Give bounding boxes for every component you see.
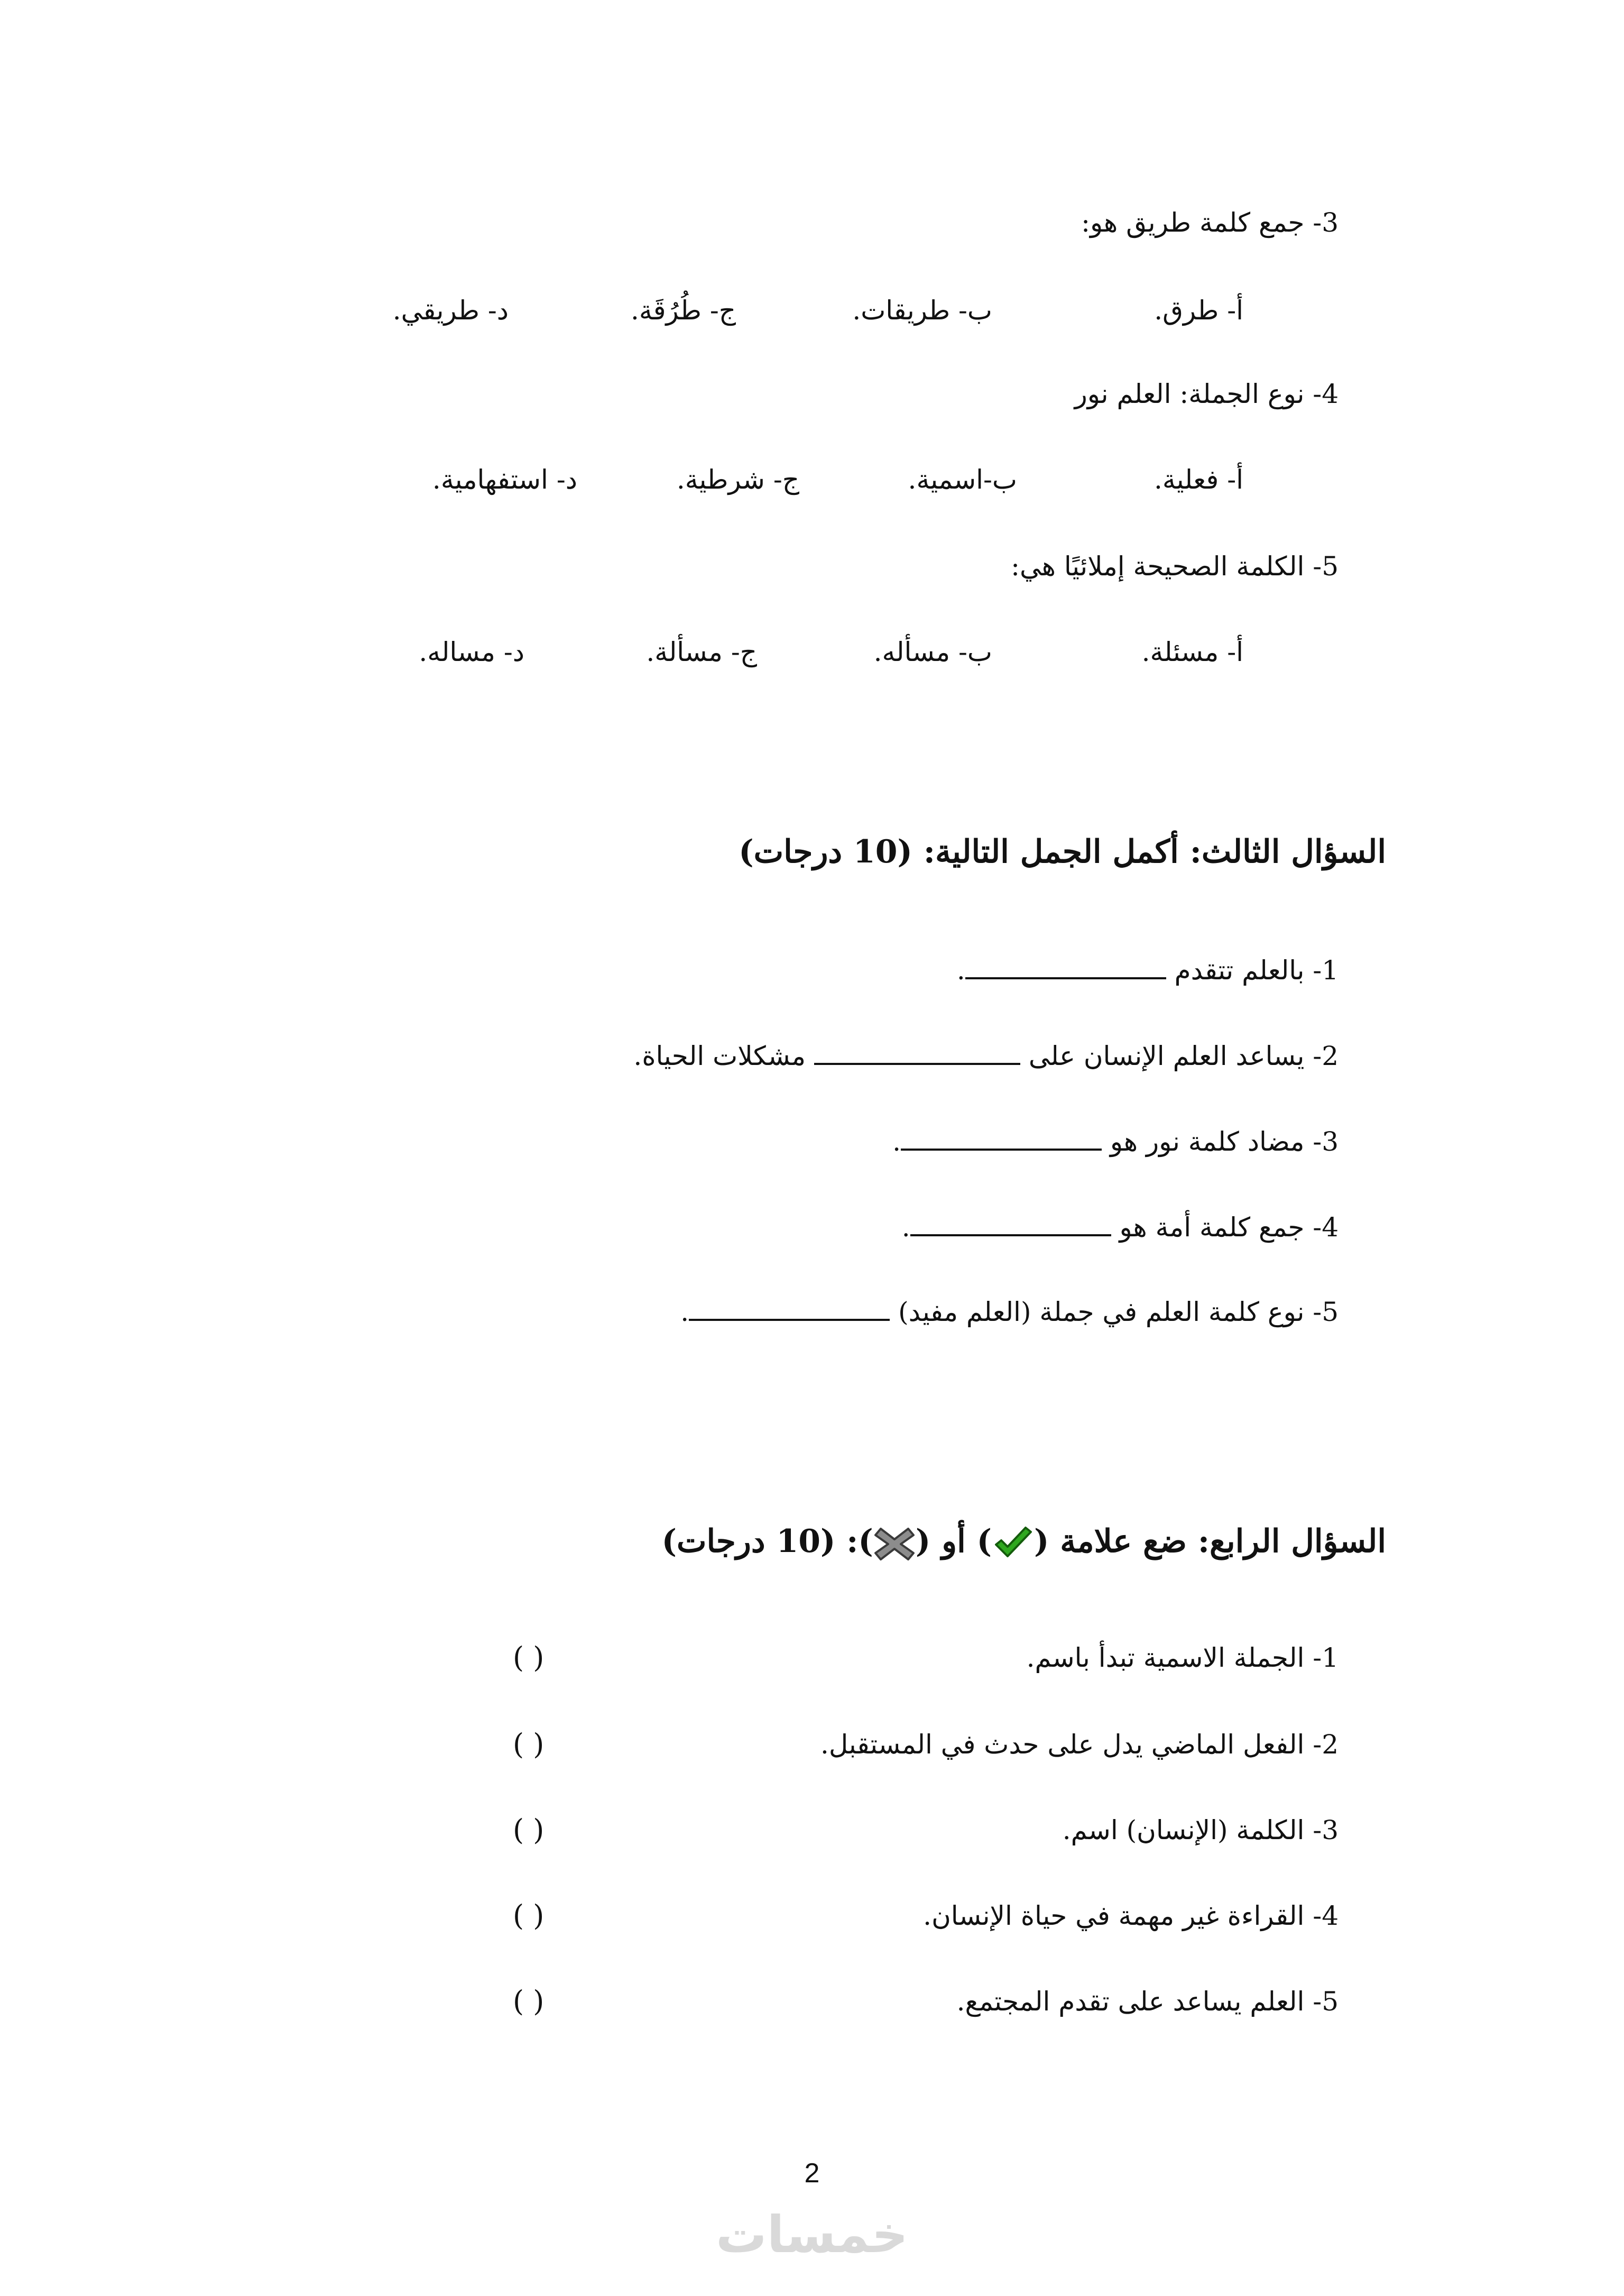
watermark-logo: خمسات [716,2205,908,2264]
answer-blank[interactable] [689,1294,890,1321]
q4-marks: (10 درجات) [661,1523,836,1560]
q2-item-3-option-c: ج- طُرُقَة. [630,295,736,326]
q3-item-2: 2- يساعد العلم الإنسان على مشكلات الحياة. [633,1037,1339,1074]
q3-item-3: 3- مضاد كلمة نور هو . [892,1123,1339,1160]
q2-item-4-stem: 4- نوع الجملة: العلم نور [1074,379,1339,409]
q4-title-part2: ) أو ( [915,1523,992,1560]
q4-item-3: 3- الكلمة (الإنسان) اسم. [1062,1815,1339,1845]
q2-item-3-option-b: ب- طريقات. [852,295,992,326]
q3-item-5: 5- نوع كلمة العلم في جملة (العلم مفيد) . [680,1293,1339,1330]
q2-item-5-stem: 5- الكلمة الصحيحة إملائيًا هي: [1011,551,1339,582]
q2-item-3-option-a: أ- طرق. [1154,295,1243,326]
q3-heading [739,828,1386,876]
q4-item-5: 5- العلم يساعد على تقدم المجتمع. [956,1986,1339,2017]
q2-item-5-option-d: د- مساله. [419,637,524,667]
q4-heading [662,1518,1386,1565]
q3-item-4: 4- جمع كلمة أمة هو . [902,1209,1339,1246]
q2-item-5-option-a: أ- مسئلة. [1141,637,1243,667]
q4-item-1: 1- الجملة الاسمية تبدأ باسم. [1026,1642,1339,1673]
q2-item-3-option-d: د- طريقي. [392,295,509,326]
q2-item-3-stem: 3- جمع كلمة طريق هو: [1081,207,1339,238]
q2-item-5-option-c: ج- مسألة. [646,637,757,667]
q4-item-4: 4- القراءة غير مهمة في حياة الإنسان. [923,1900,1339,1931]
answer-box[interactable]: ( ) [513,1813,545,1847]
q4-item-2: 2- الفعل الماضي يدل على حدث في المستقبل. [820,1729,1339,1760]
q2-item-5-option-b: ب- مسأله. [873,637,992,667]
answer-box[interactable]: ( ) [513,1728,545,1761]
check-icon [992,1526,1034,1563]
q4-title-part1: السؤال الرابع: ضع علامة ( [1034,1523,1386,1560]
cross-icon [873,1526,916,1563]
answer-blank[interactable] [901,1124,1102,1151]
page-number: 2 [804,2158,820,2189]
q3-title: السؤال الثالث: أكمل الجمل التالية: [923,833,1386,870]
q2-item-4-option-b: ب-اسمية. [908,464,1017,495]
answer-blank[interactable] [814,1039,1020,1065]
answer-box[interactable]: ( ) [513,1985,545,2018]
answer-blank[interactable] [965,953,1166,979]
q2-item-4-option-a: أ- فعلية. [1154,464,1243,495]
answer-blank[interactable] [910,1210,1111,1236]
q2-item-4-option-c: ج- شرطية. [676,464,799,495]
q3-marks: (10 درجات) [739,833,912,870]
q2-item-4-option-d: د- استفهامية. [432,464,577,495]
answer-box[interactable]: ( ) [513,1641,545,1674]
q3-item-1: 1- بالعلم تتقدم . [957,952,1339,989]
q4-title-part3: ): [846,1523,873,1560]
answer-box[interactable]: ( ) [513,1899,545,1932]
